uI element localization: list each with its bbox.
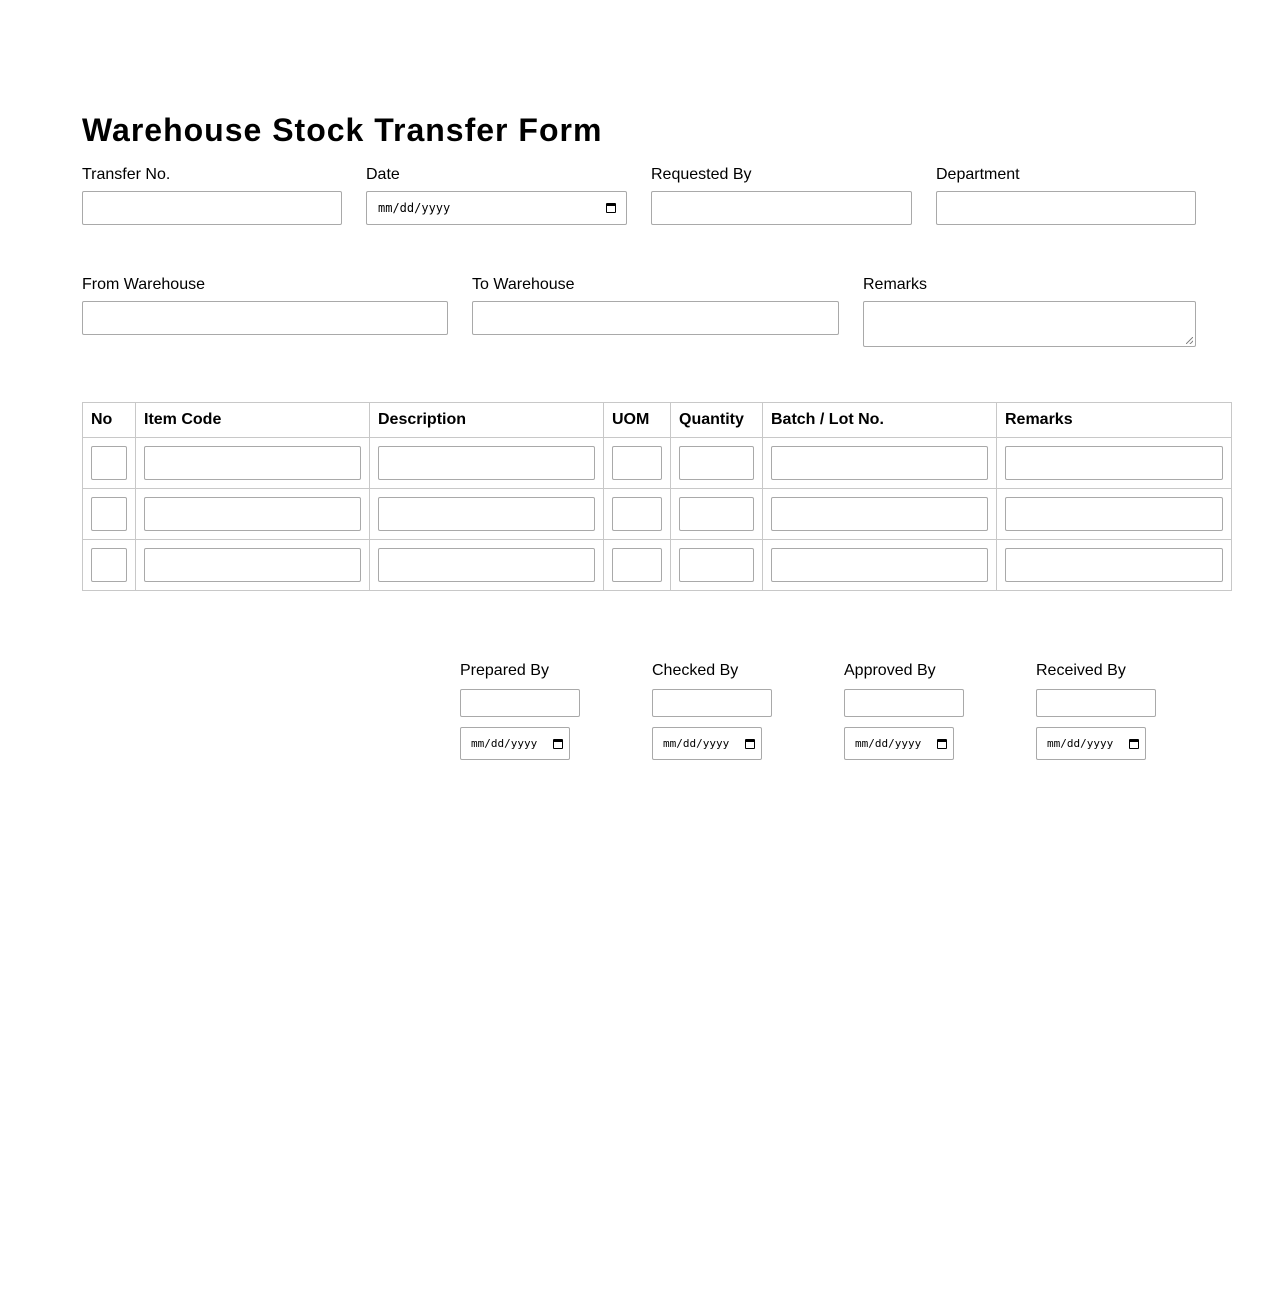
cell-description (370, 489, 604, 540)
no-input[interactable] (91, 497, 127, 531)
row-remarks-input[interactable] (1005, 497, 1223, 531)
remarks-label: Remarks (863, 276, 928, 293)
department-field (936, 166, 1196, 225)
remarks-textarea[interactable] (863, 301, 1196, 347)
cell-batch-lot-no (763, 438, 997, 489)
cell-remarks (997, 540, 1232, 591)
cell-quantity (671, 540, 763, 591)
items-table (82, 402, 1232, 591)
uom-input[interactable] (612, 548, 662, 582)
date-input-value: mm/dd/yyyy (378, 201, 451, 215)
checked-by-input[interactable] (652, 689, 772, 717)
to-warehouse-label: To Warehouse (472, 276, 575, 293)
prepared-by-date-input[interactable] (460, 727, 570, 760)
received-by-label: Received By (1036, 662, 1126, 679)
prepared-by-input[interactable] (460, 689, 580, 717)
requested-by-input[interactable] (651, 191, 912, 225)
cell-item-code (136, 489, 370, 540)
from-warehouse-label: From Warehouse (82, 276, 205, 293)
item-code-input[interactable] (144, 446, 361, 480)
calendar-icon[interactable] (745, 739, 755, 749)
received-by-date-input[interactable] (1036, 727, 1146, 760)
table-row (83, 489, 1232, 540)
cell-uom (604, 438, 671, 489)
department-input[interactable] (936, 191, 1196, 225)
calendar-icon[interactable] (606, 203, 616, 213)
requested-by-field (651, 166, 912, 225)
uom-input[interactable] (612, 497, 662, 531)
transfer-no-field (82, 166, 342, 225)
cell-uom (604, 489, 671, 540)
calendar-icon[interactable] (1129, 739, 1139, 749)
no-input[interactable] (91, 548, 127, 582)
cell-item-code (136, 438, 370, 489)
checked-by-date-input[interactable] (652, 727, 762, 760)
approved-by-block (844, 662, 974, 760)
prepared-by-date-value: mm/dd/yyyy (471, 737, 538, 750)
transfer-no-input[interactable] (82, 191, 342, 225)
cell-batch-lot-no (763, 489, 997, 540)
table-row (83, 540, 1232, 591)
quantity-input[interactable] (679, 548, 754, 582)
approved-by-date-input[interactable] (844, 727, 954, 760)
column-header-remarks: Remarks (997, 403, 1232, 438)
cell-description (370, 540, 604, 591)
prepared-by-block (460, 662, 590, 760)
table-row (83, 438, 1232, 489)
cell-remarks (997, 489, 1232, 540)
item-code-input[interactable] (144, 497, 361, 531)
cell-quantity (671, 489, 763, 540)
cell-no (83, 540, 136, 591)
description-input[interactable] (378, 446, 595, 480)
from-warehouse-input[interactable] (82, 301, 448, 335)
column-header-quantity: Quantity (671, 403, 763, 438)
cell-batch-lot-no (763, 540, 997, 591)
checked-by-block (652, 662, 782, 760)
cell-quantity (671, 438, 763, 489)
department-label: Department (936, 166, 1020, 183)
quantity-input[interactable] (679, 497, 754, 531)
remarks-field (863, 276, 1196, 347)
item-code-input[interactable] (144, 548, 361, 582)
prepared-by-label: Prepared By (460, 662, 549, 679)
cell-item-code (136, 540, 370, 591)
date-label: Date (366, 166, 400, 183)
to-warehouse-field (472, 276, 839, 335)
column-header-item-code: Item Code (136, 403, 370, 438)
column-header-no: No (83, 403, 136, 438)
batch-lot-no-input[interactable] (771, 548, 988, 582)
description-input[interactable] (378, 497, 595, 531)
column-header-batch-lot-no: Batch / Lot No. (763, 403, 997, 438)
cell-no (83, 489, 136, 540)
page-title: Warehouse Stock Transfer Form (82, 112, 603, 148)
row-remarks-input[interactable] (1005, 446, 1223, 480)
calendar-icon[interactable] (553, 739, 563, 749)
checked-by-date-value: mm/dd/yyyy (663, 737, 730, 750)
calendar-icon[interactable] (937, 739, 947, 749)
batch-lot-no-input[interactable] (771, 446, 988, 480)
received-by-date-value: mm/dd/yyyy (1047, 737, 1114, 750)
cell-remarks (997, 438, 1232, 489)
date-input[interactable] (366, 191, 627, 225)
from-warehouse-field (82, 276, 448, 335)
resize-handle-icon[interactable] (1186, 337, 1193, 344)
transfer-no-label: Transfer No. (82, 166, 171, 183)
quantity-input[interactable] (679, 446, 754, 480)
requested-by-label: Requested By (651, 166, 752, 183)
approved-by-input[interactable] (844, 689, 964, 717)
table-header-row (83, 403, 1232, 438)
date-field (366, 166, 627, 225)
cell-description (370, 438, 604, 489)
description-input[interactable] (378, 548, 595, 582)
no-input[interactable] (91, 446, 127, 480)
column-header-description: Description (370, 403, 604, 438)
cell-no (83, 438, 136, 489)
approved-by-label: Approved By (844, 662, 936, 679)
cell-uom (604, 540, 671, 591)
batch-lot-no-input[interactable] (771, 497, 988, 531)
checked-by-label: Checked By (652, 662, 739, 679)
uom-input[interactable] (612, 446, 662, 480)
received-by-block (1036, 662, 1166, 760)
to-warehouse-input[interactable] (472, 301, 839, 335)
row-remarks-input[interactable] (1005, 548, 1223, 582)
approved-by-date-value: mm/dd/yyyy (855, 737, 922, 750)
received-by-input[interactable] (1036, 689, 1156, 717)
column-header-uom: UOM (604, 403, 671, 438)
